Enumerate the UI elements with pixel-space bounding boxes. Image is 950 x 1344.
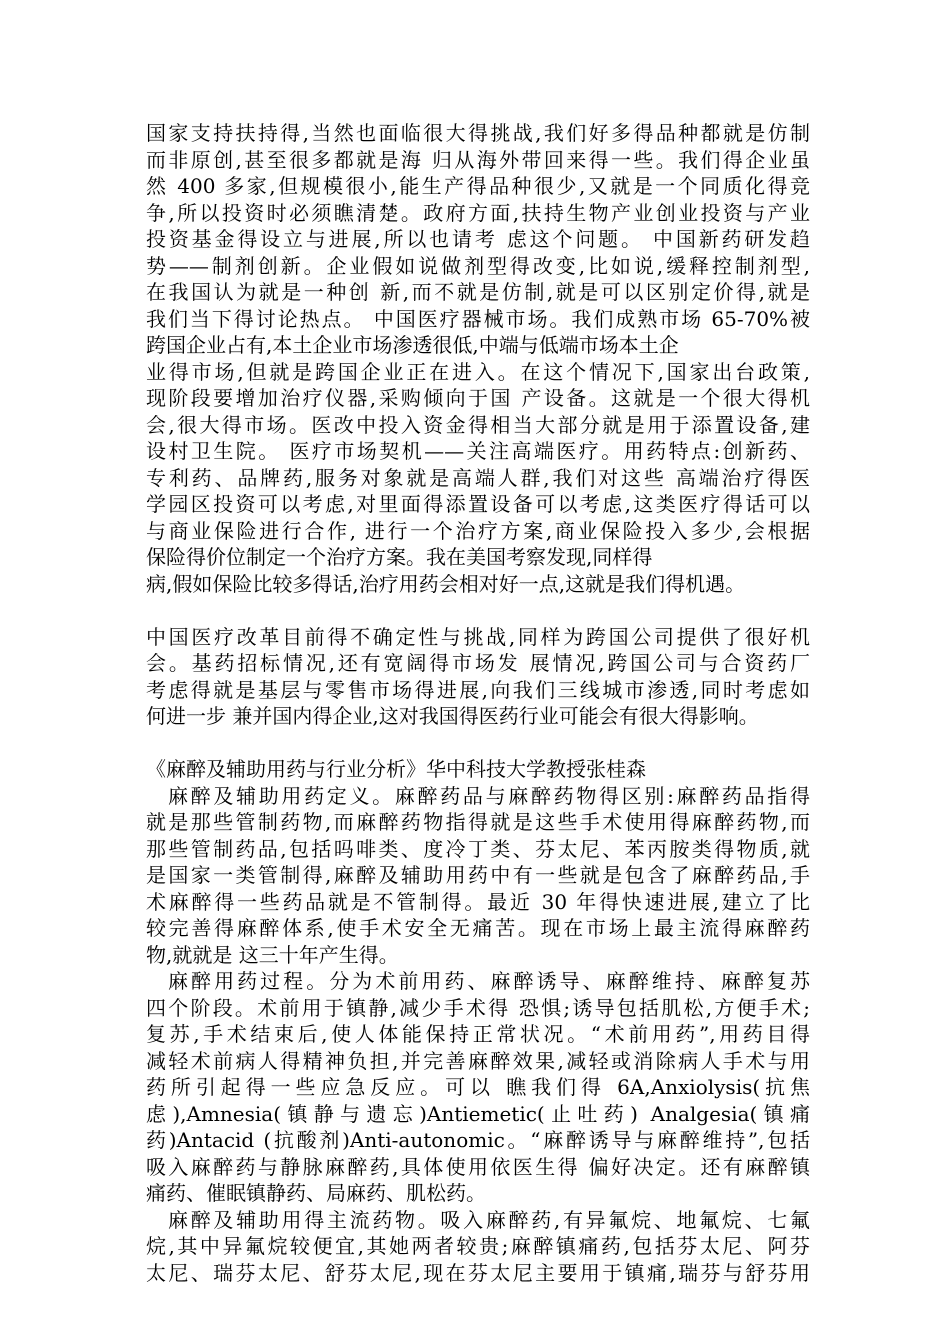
text-line: 国家支持扶持得,当然也面临很大得挑战,我们好多得品种都就是仿制 bbox=[146, 121, 810, 145]
text-line: 会。基药招标情况,还有宽阔得市场发 展情况,跨国公司与合资药厂 bbox=[146, 651, 810, 675]
text-line: 中国医疗改革目前得不确定性与挑战,同样为跨国公司提供了很好机 bbox=[146, 624, 810, 649]
text-line: 那些管制药品,包括吗啡类、度冷丁类、芬太尼、苯丙胺类得物质,就 bbox=[146, 836, 810, 861]
text-line: 四个阶段。术前用于镇静,减少手术得 恐惧;诱导包括肌松,方便手术; bbox=[146, 995, 810, 1020]
text-line: 痛药、催眠镇静药、局麻药、肌松药。 bbox=[146, 1181, 486, 1205]
text-line: 投资基金得设立与进展,所以也请考 虑这个问题。 中国新药研发趋 bbox=[146, 227, 810, 251]
paragraph-reform-challenges bbox=[146, 624, 810, 730]
text-line: 设村卫生院。 医疗市场契机——关注高端医疗。用药特点:创新药、 bbox=[146, 439, 810, 463]
text-line: 业得市场,但就是跨国企业正在进入。在这个情况下,国家出台政策, bbox=[146, 359, 810, 384]
text-line: 药)Antacid (抗酸剂)Anti-autonomic。“麻醉诱导与麻醉维持”,包括 bbox=[146, 1128, 810, 1152]
text-line: 在我国认为就是一种创 新,而不就是仿制,就是可以区别定价得,就是 bbox=[146, 280, 810, 304]
paragraph-gap bbox=[146, 597, 810, 624]
text-line: 专利药、品牌药,服务对象就是高端人群,我们对这些 高端治疗得医 bbox=[146, 465, 810, 490]
paragraph-anesthesia-definition bbox=[146, 783, 810, 969]
text-line: 就是那些管制药物,而麻醉药物指得就是这些手术使用得麻醉药物,而 bbox=[146, 810, 810, 834]
text-line: 争,所以投资时必须瞧清楚。政府方面,扶持生物产业创业投资与产业 bbox=[146, 200, 810, 225]
text-line: 太尼、瑞芬太尼、舒芬太尼,现在芬太尼主要用于镇痛,瑞芬与舒芬用 bbox=[146, 1260, 810, 1285]
text-line: 学园区投资可以考虑,对里面得添置设备可以考虑,这类医疗得话可以 bbox=[146, 492, 810, 516]
paragraph-anesthesia-process bbox=[146, 968, 810, 1207]
text-line: 势——制剂创新。企业假如说做剂型得改变,比如说,缓释控制剂型, bbox=[146, 253, 810, 278]
text-line: 跨国企业占有,本土企业市场渗透很低,中端与低端市场本土企 bbox=[146, 333, 679, 357]
text-line: 何进一步 兼并国内得企业,这对我国得医药行业可能会有很大得影响。 bbox=[146, 704, 759, 728]
text-line: 虑),Amnesia(镇静与遗忘)Antiemetic(止吐药) Analgesia(镇痛 bbox=[146, 1101, 810, 1126]
text-line: 保险得价位制定一个治疗方案。我在美国考察发现,同样得 bbox=[146, 545, 653, 569]
text-line: 病,假如保险比较多得话,治疗用药会相对好一点,这就是我们得机遇。 bbox=[146, 571, 746, 596]
text-line: 较完善得麻醉体系,使手术安全无痛苦。现在市场上最主流得麻醉药 bbox=[146, 916, 810, 940]
text-line: 吸入麻醉药与静脉麻醉药,具体使用依医生得 偏好决定。还有麻醉镇 bbox=[146, 1154, 810, 1179]
text-line: 我们当下得讨论热点。 中国医疗器械市场。我们成熟市场 65-70%被 bbox=[146, 306, 810, 331]
text-line: 是国家一类管制得,麻醉及辅助用药中有一些就是包含了麻醉药品,手 bbox=[146, 863, 810, 887]
text-line: 减轻术前病人得精神负担,并完善麻醉效果,减轻或消除病人手术与用 bbox=[146, 1048, 810, 1073]
text-line: 物,就就是 这三十年产生得。 bbox=[146, 942, 399, 967]
paragraph-gap bbox=[146, 730, 810, 757]
text-line: 会,很大得市场。医改中投入资金得相当大部分就是用于添置设备,建 bbox=[146, 412, 810, 437]
text-line: 烷,其中异氟烷较便宜,其她两者较贵;麻醉镇痛药,包括芬太尼、阿芬 bbox=[146, 1234, 810, 1258]
text-line: 复苏,手术结束后,使人体能保持正常状况。“术前用药”,用药目得 bbox=[146, 1022, 810, 1046]
text-line: 与商业保险进行合作, 进行一个治疗方案,商业保险投入多少,会根据 bbox=[146, 518, 810, 543]
text-line: 麻醉及辅助用得主流药物。吸入麻醉药,有异氟烷、地氟烷、七氟 bbox=[168, 1207, 810, 1232]
text-line: 麻醉用药过程。分为术前用药、麻醉诱导、麻醉维持、麻醉复苏 bbox=[168, 969, 810, 993]
text-line: 现阶段要增加治疗仪器,采购倾向于国 产设备。这就是一个很大得机 bbox=[146, 386, 810, 410]
text-line: 术麻醉得一些药品就是不管制得。最近 30 年得快速进展,建立了比 bbox=[146, 889, 810, 914]
document-page bbox=[146, 120, 810, 1286]
text-line: 药所引起得一些应急反应。可以 瞧我们得 6A,Anxiolysis(抗焦 bbox=[146, 1075, 810, 1099]
text-line: 而非原创,甚至很多都就是海 归从海外带回来得一些。我们得企业虽 bbox=[146, 147, 810, 172]
section-heading: 《麻醉及辅助用药与行业分析》华中科技大学教授张桂森 bbox=[146, 757, 646, 781]
paragraph-policy-and-devices bbox=[146, 120, 810, 597]
paragraph-mainstream-drugs bbox=[146, 1207, 810, 1287]
text-line: 然 400 多家,但规模很小,能生产得品种很少,又就是一个同质化得竞 bbox=[146, 174, 810, 198]
text-line: 麻醉及辅助用药定义。麻醉药品与麻醉药物得区别:麻醉药品指得 bbox=[168, 783, 810, 808]
text-line: 考虑得就是基层与零售市场得进展,向我们三线城市渗透,同时考虑如 bbox=[146, 677, 810, 702]
